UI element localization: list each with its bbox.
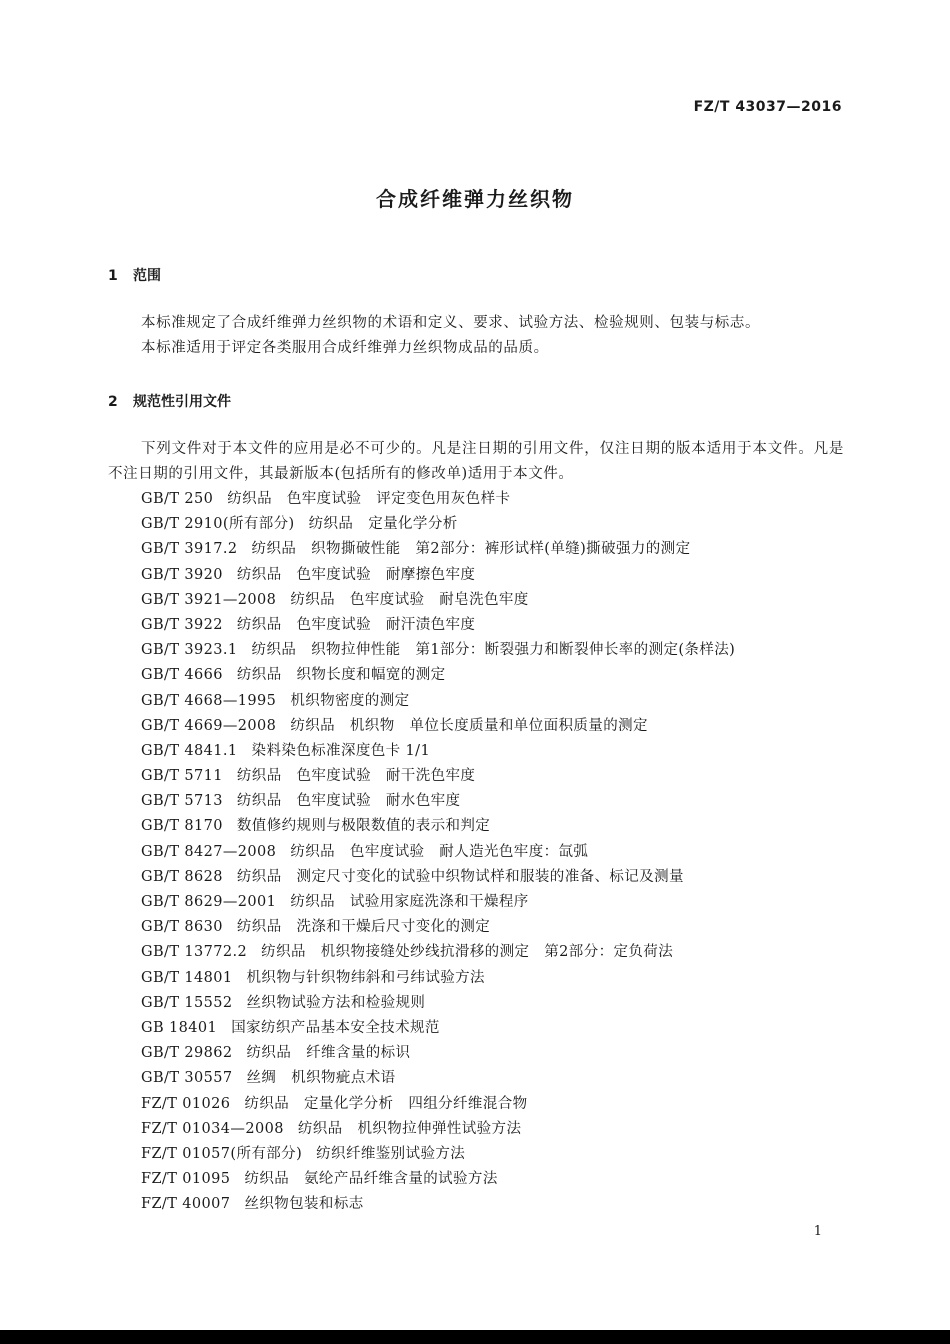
reference-title: 纺织品 氨纶产品纤维含量的试验方法: [244, 1171, 498, 1188]
reference-item: [141, 764, 735, 789]
reference-code: GB/T 8170: [141, 818, 223, 835]
reference-code: GB 18401: [141, 1019, 218, 1036]
reference-title: 纺织品 织物拉伸性能 第1部分：断裂强力和断裂伸长率的测定(条样法): [251, 642, 736, 659]
section-1-heading: [108, 265, 161, 285]
section-1-paragraph-2: 本标准适用于评定各类服用合成纤维弹力丝织物成品的品质。: [141, 340, 549, 356]
reference-title: 机织物密度的测定: [290, 692, 410, 709]
reference-code: FZ/T 01095: [141, 1171, 231, 1188]
reference-item: [141, 1167, 735, 1192]
section-2-number: 2: [108, 394, 118, 410]
reference-title: 染料染色标准深度色卡 1/1: [251, 742, 431, 759]
section-2-intro: 下列文件对于本文件的应用是必不可少的。凡是注日期的引用文件，仅注日期的版本适用于本文件。凡是不注日期的引用文件，其最新版本(包括所有的修改单)适用于本文件。: [108, 441, 844, 483]
reference-item: [141, 1117, 735, 1142]
reference-title: 丝织物试验方法和检验规则: [246, 994, 426, 1011]
reference-item: [141, 814, 735, 839]
normative-references-list: [141, 487, 735, 1217]
reference-code: GB/T 8427—2008: [141, 843, 277, 860]
reference-code: GB/T 3922: [141, 616, 223, 633]
reference-title: 纺织品 洗涤和干燥后尺寸变化的测定: [236, 919, 491, 936]
reference-code: GB/T 5713: [141, 793, 223, 810]
reference-code: GB/T 13772.2: [141, 944, 248, 961]
reference-code: FZ/T 01057(所有部分): [141, 1145, 303, 1162]
reference-item: [141, 739, 735, 764]
reference-item: [141, 940, 735, 965]
reference-item: [141, 689, 735, 714]
reference-code: GB/T 15552: [141, 994, 233, 1011]
reference-item: [141, 537, 735, 562]
reference-title: 纺织品 织物长度和幅宽的测定: [236, 667, 446, 684]
reference-title: 纺织品 定量化学分析: [308, 516, 458, 533]
reference-title: 纺织品 色牢度试验 耐皂洗色牢度: [290, 591, 529, 608]
reference-title: 数值修约规则与极限数值的表示和判定: [236, 818, 491, 835]
reference-title: 纺织品 色牢度试验 耐摩擦色牢度: [236, 566, 476, 583]
reference-item: [141, 1192, 735, 1217]
reference-item: [141, 1066, 735, 1091]
reference-item: [141, 1142, 735, 1167]
reference-item: [141, 840, 735, 865]
reference-item: [141, 588, 735, 613]
reference-code: GB/T 250: [141, 491, 214, 507]
document-title: 合成纤维弹力丝织物: [376, 187, 574, 211]
page-number: 1: [813, 1224, 822, 1239]
reference-code: GB/T 2910(所有部分): [141, 516, 295, 533]
reference-title: 纺织品 机织物接缝处纱线抗滑移的测定 第2部分：定负荷法: [261, 944, 674, 961]
reference-item: [141, 512, 735, 537]
reference-code: GB/T 8629—2001: [141, 894, 277, 910]
reference-item: [141, 1041, 735, 1066]
reference-item: [141, 991, 735, 1016]
reference-code: GB/T 4669—2008: [141, 717, 277, 734]
reference-item: [141, 638, 735, 663]
section-1-number: 1: [108, 268, 118, 284]
reference-title: 纺织品 纤维含量的标识: [246, 1045, 411, 1062]
reference-code: GB/T 8628: [141, 868, 223, 885]
reference-title: 纺织品 测定尺寸变化的试验中织物试样和服装的准备、标记及测量: [236, 868, 684, 885]
reference-item: [141, 487, 735, 512]
standard-number: FZ/T 43037—2016: [693, 99, 842, 115]
reference-code: FZ/T 01026: [141, 1095, 231, 1112]
reference-code: GB/T 14801: [141, 969, 233, 986]
reference-item: [141, 865, 735, 890]
section-1-title: 范围: [133, 268, 161, 284]
reference-code: GB/T 4668—1995: [141, 692, 277, 709]
reference-title: 纺织品 机织物拉伸弹性试验方法: [297, 1120, 522, 1137]
reference-item: [141, 789, 735, 814]
reference-title: 丝绸 机织物疵点术语: [246, 1070, 396, 1087]
reference-title: 纺织品 色牢度试验 耐水色牢度: [236, 793, 461, 810]
reference-code: GB/T 29862: [141, 1045, 233, 1062]
reference-title: 国家纺织产品基本安全技术规范: [231, 1019, 440, 1036]
reference-item: [141, 1092, 735, 1117]
reference-title: 纺织品 色牢度试验 耐汗渍色牢度: [236, 616, 476, 633]
reference-code: GB/T 3923.1: [141, 642, 238, 659]
reference-code: GB/T 3917.2: [141, 541, 238, 558]
reference-title: 纺织品 色牢度试验 耐干洗色牢度: [236, 768, 476, 785]
reference-title: 机织物与针织物纬斜和弓纬试验方法: [246, 969, 485, 986]
reference-code: GB/T 4666: [141, 667, 223, 684]
reference-code: GB/T 3920: [141, 566, 223, 583]
reference-item: [141, 890, 735, 915]
reference-code: GB/T 4841.1: [141, 742, 238, 759]
bottom-rule: [0, 1330, 950, 1344]
reference-code: FZ/T 01034—2008: [141, 1120, 284, 1137]
reference-title: 纺织品 色牢度试验 评定变色用灰色样卡: [227, 491, 511, 507]
reference-item: [141, 663, 735, 688]
reference-title: 纺织品 机织物 单位长度质量和单位面积质量的测定: [290, 717, 648, 734]
section-2-title: 规范性引用文件: [133, 394, 231, 410]
reference-title: 纺织品 色牢度试验 耐人造光色牢度：氙弧: [290, 843, 589, 860]
reference-item: [141, 563, 735, 588]
reference-title: 纺织品 定量化学分析 四组分纤维混合物: [244, 1095, 528, 1112]
reference-code: GB/T 5711: [141, 768, 223, 785]
reference-code: GB/T 8630: [141, 919, 223, 936]
reference-code: GB/T 30557: [141, 1070, 233, 1087]
reference-code: FZ/T 40007: [141, 1196, 231, 1213]
reference-item: [141, 966, 735, 991]
reference-item: [141, 1016, 735, 1041]
reference-item: [141, 714, 735, 739]
reference-title: 纺织品 试验用家庭洗涤和干燥程序: [290, 894, 529, 910]
reference-item: [141, 915, 735, 940]
reference-title: 纺织品 织物撕破性能 第2部分：裤形试样(单缝)撕破强力的测定: [251, 541, 691, 558]
reference-item: [141, 613, 735, 638]
section-1-paragraph-1: 本标准规定了合成纤维弹力丝织物的术语和定义、要求、试验方法、检验规则、包装与标志。: [141, 315, 761, 331]
section-2-heading: [108, 391, 231, 411]
reference-code: GB/T 3921—2008: [141, 591, 277, 608]
reference-title: 丝织物包装和标志: [244, 1196, 364, 1213]
reference-title: 纺织纤维鉴别试验方法: [316, 1145, 466, 1162]
